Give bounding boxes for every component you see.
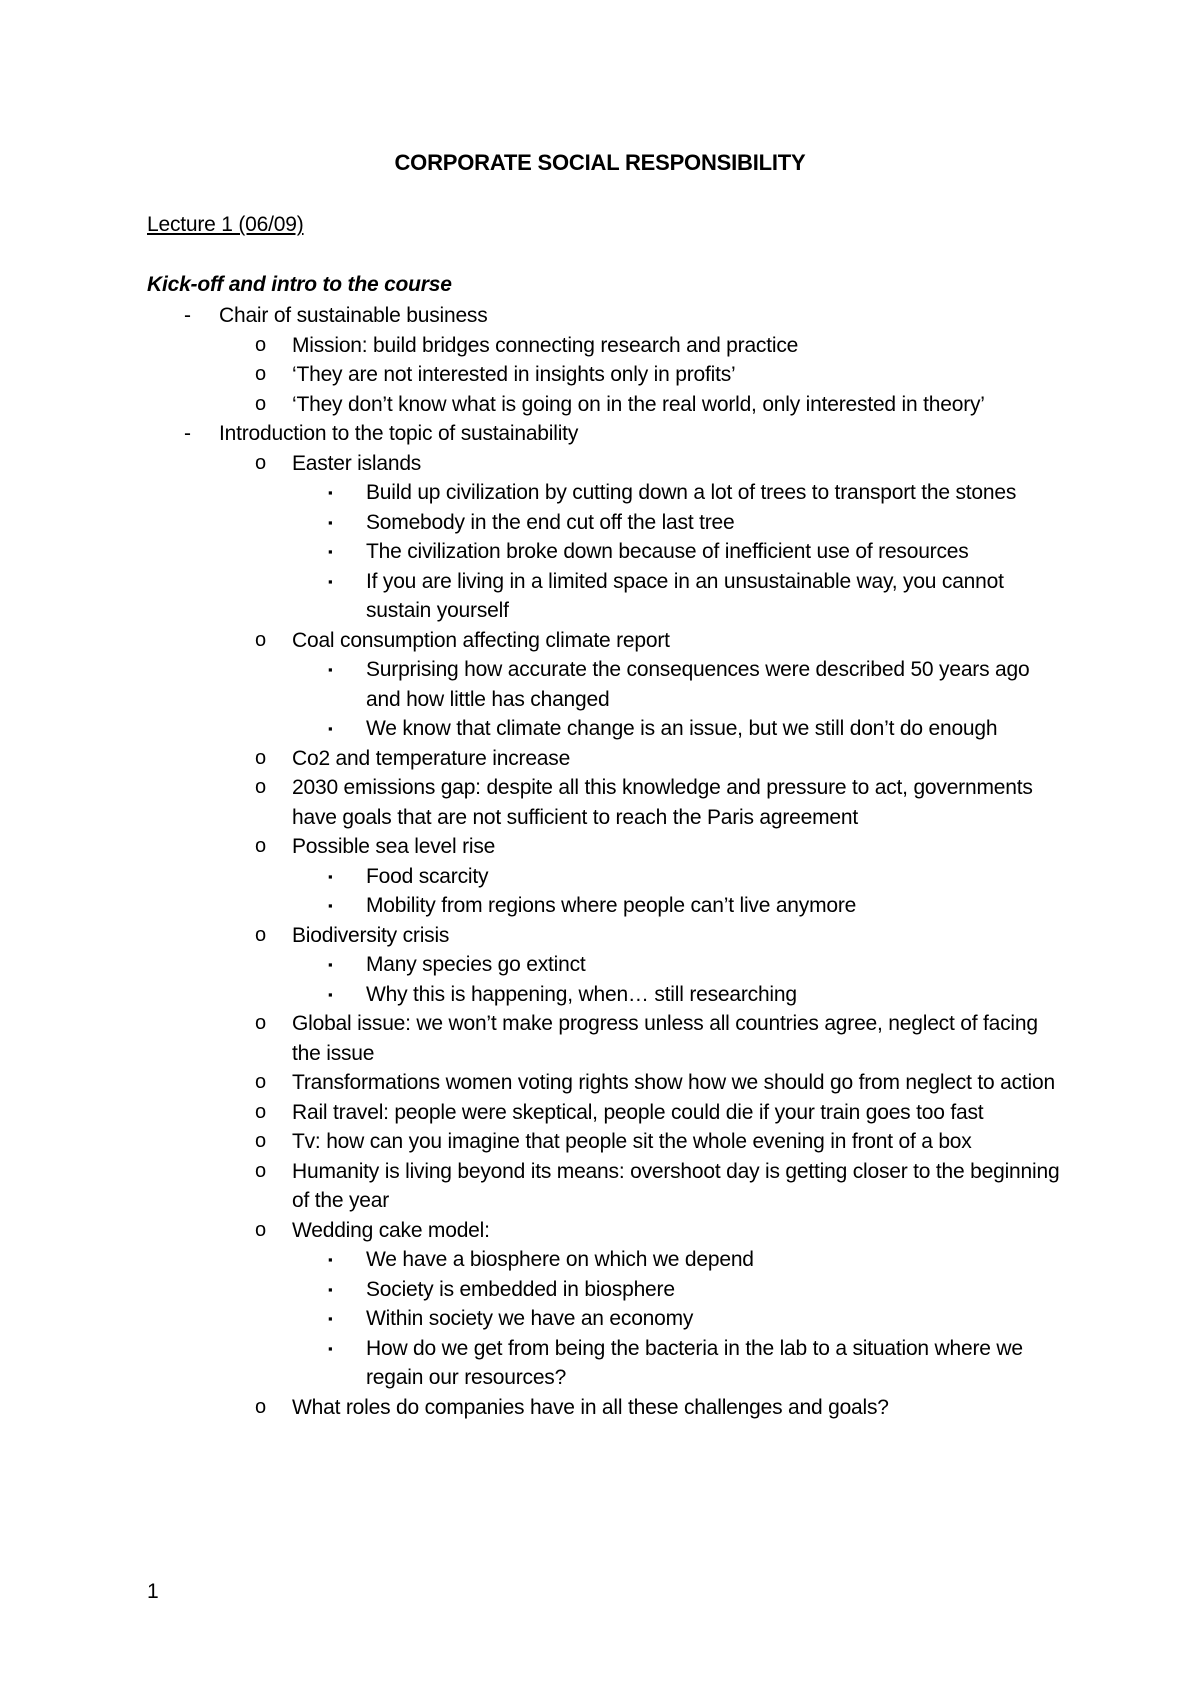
circle-bullet: o [255, 628, 266, 651]
list-item-text: If you are living in a limited space in an unsustainable way, you cannot sustain yourself [366, 569, 1004, 622]
list-item [0, 331, 1060, 361]
list-item [0, 1068, 1060, 1098]
list-item [0, 1275, 1060, 1305]
lecture-heading: Lecture 1 (06/09) [147, 213, 304, 236]
list-item-text: Food scarcity [366, 864, 489, 888]
list-item-text: Within society we have an economy [366, 1307, 694, 1330]
list-item-text: The civilization broke down because of inefficient use of resources [366, 540, 969, 563]
circle-bullet: o [255, 746, 266, 769]
square-bullet-icon: ▪ [328, 1252, 333, 1267]
section-heading: Kick-off and intro to the course [147, 273, 452, 296]
list-item [0, 1245, 1060, 1275]
list-item-text: Society is embedded in biosphere [366, 1277, 675, 1301]
dash-bullet: - [184, 422, 191, 445]
list-item-text: Why this is happening, when… still researching [366, 982, 797, 1006]
list-item [0, 1216, 1060, 1246]
list-item [0, 419, 1060, 449]
square-bullet-icon: ▪ [328, 1311, 333, 1326]
square-bullet-icon: ▪ [328, 514, 333, 530]
list-item-text: Easter islands [292, 451, 422, 475]
list-item-text: ‘They don’t know what is going on in the real world, only interested in theory’ [292, 392, 985, 416]
list-item-text: ‘They are not interested in insights only in profits’ [292, 363, 736, 386]
list-item [0, 921, 1060, 951]
list-item-text: Mission: build bridges connecting research and practice [292, 333, 799, 357]
square-bullet-icon: ▪ [328, 868, 333, 884]
list-item-text: What roles do companies have in all these challenges and goals? [292, 1395, 889, 1419]
square-bullet-icon: ▪ [328, 485, 333, 500]
list-item [0, 832, 1060, 862]
list-item [0, 1334, 1060, 1393]
list-item-text: Chair of sustainable business [219, 304, 488, 327]
list-item-text: Wedding cake model: [292, 1218, 490, 1242]
list-item [0, 891, 1060, 921]
list-item [0, 1127, 1060, 1157]
list-item [0, 1304, 1060, 1334]
list-item-text: Humanity is living beyond its means: overshoot day is getting closer to the beginning of the year [292, 1159, 1060, 1212]
square-bullet-icon: ▪ [328, 1281, 333, 1297]
notes-outline [0, 301, 1200, 1422]
list-item-text: Possible sea level rise [292, 835, 496, 858]
circle-bullet: o [255, 923, 266, 946]
circle-bullet: o [255, 835, 266, 857]
list-item [0, 950, 1060, 980]
list-item [0, 862, 1060, 892]
list-item [0, 567, 1060, 626]
list-item [0, 1009, 1060, 1068]
list-item [0, 449, 1060, 479]
circle-bullet: o [255, 451, 266, 474]
square-bullet-icon: ▪ [328, 544, 333, 559]
list-item [0, 773, 1060, 832]
square-bullet-icon: ▪ [328, 573, 333, 589]
list-item [0, 655, 1060, 714]
circle-bullet: o [255, 333, 266, 356]
square-bullet-icon: ▪ [328, 957, 333, 972]
square-bullet-icon: ▪ [328, 662, 333, 677]
list-item-text: Global issue: we won’t make progress unless all countries agree, neglect of facing the issue [292, 1012, 1038, 1065]
circle-bullet: o [255, 363, 266, 385]
list-item [0, 714, 1060, 744]
list-item [0, 537, 1060, 567]
document-title: CORPORATE SOCIAL RESPONSIBILITY [394, 150, 806, 175]
dash-bullet: - [184, 304, 191, 327]
list-item-text: We know that climate change is an issue, but we still don’t do enough [366, 717, 998, 740]
list-item-text: Build up civilization by cutting down a lot of trees to transport the stones [366, 481, 1017, 504]
list-item [0, 626, 1060, 656]
circle-bullet: o [255, 1130, 266, 1152]
square-bullet-icon: ▪ [328, 898, 333, 913]
list-item-text: Somebody in the end cut off the last tree [366, 510, 735, 534]
circle-bullet: o [255, 776, 266, 798]
list-item-text: 2030 emissions gap: despite all this knowledge and pressure to act, governments have goals that are not sufficient to reach the Paris agreement [292, 776, 1033, 829]
list-item [0, 478, 1060, 508]
list-item [0, 508, 1060, 538]
list-item [0, 744, 1060, 774]
list-item-text: Co2 and temperature increase [292, 746, 571, 770]
list-item [0, 390, 1060, 420]
list-item-text: Coal consumption affecting climate report [292, 628, 670, 652]
list-item-text: Transformations women voting rights show how we should go from neglect to action [292, 1071, 1055, 1094]
list-item-text: We have a biosphere on which we depend [366, 1248, 754, 1271]
circle-bullet: o [255, 1071, 266, 1093]
circle-bullet: o [255, 1218, 266, 1241]
page-number: 1 [147, 1580, 159, 1603]
circle-bullet: o [255, 1100, 266, 1123]
square-bullet-icon: ▪ [328, 986, 333, 1002]
list-item [0, 1157, 1060, 1216]
list-item-text: Introduction to the topic of sustainability [219, 422, 579, 445]
square-bullet-icon: ▪ [328, 721, 333, 736]
circle-bullet: o [255, 1395, 266, 1418]
list-item-text: Tv: how can you imagine that people sit the whole evening in front of a box [292, 1130, 972, 1153]
list-item [0, 360, 1060, 390]
list-item-text: Mobility from regions where people can’t live anymore [366, 894, 857, 917]
list-item-text: Surprising how accurate the consequences were described 50 years ago and how little has changed [366, 658, 1030, 711]
circle-bullet: o [255, 1159, 266, 1182]
list-item [0, 1393, 1060, 1423]
list-item-text: Rail travel: people were skeptical, people could die if your train goes too fast [292, 1100, 984, 1124]
list-item [0, 301, 1060, 331]
list-item [0, 980, 1060, 1010]
list-item-text: How do we get from being the bacteria in the lab to a situation where we regain our resources? [366, 1336, 1023, 1389]
list-item [0, 1098, 1060, 1128]
square-bullet-icon: ▪ [328, 1340, 333, 1356]
list-item-text: Biodiversity crisis [292, 923, 450, 947]
circle-bullet: o [255, 1012, 266, 1034]
list-item-text: Many species go extinct [366, 953, 586, 976]
circle-bullet: o [255, 392, 266, 415]
